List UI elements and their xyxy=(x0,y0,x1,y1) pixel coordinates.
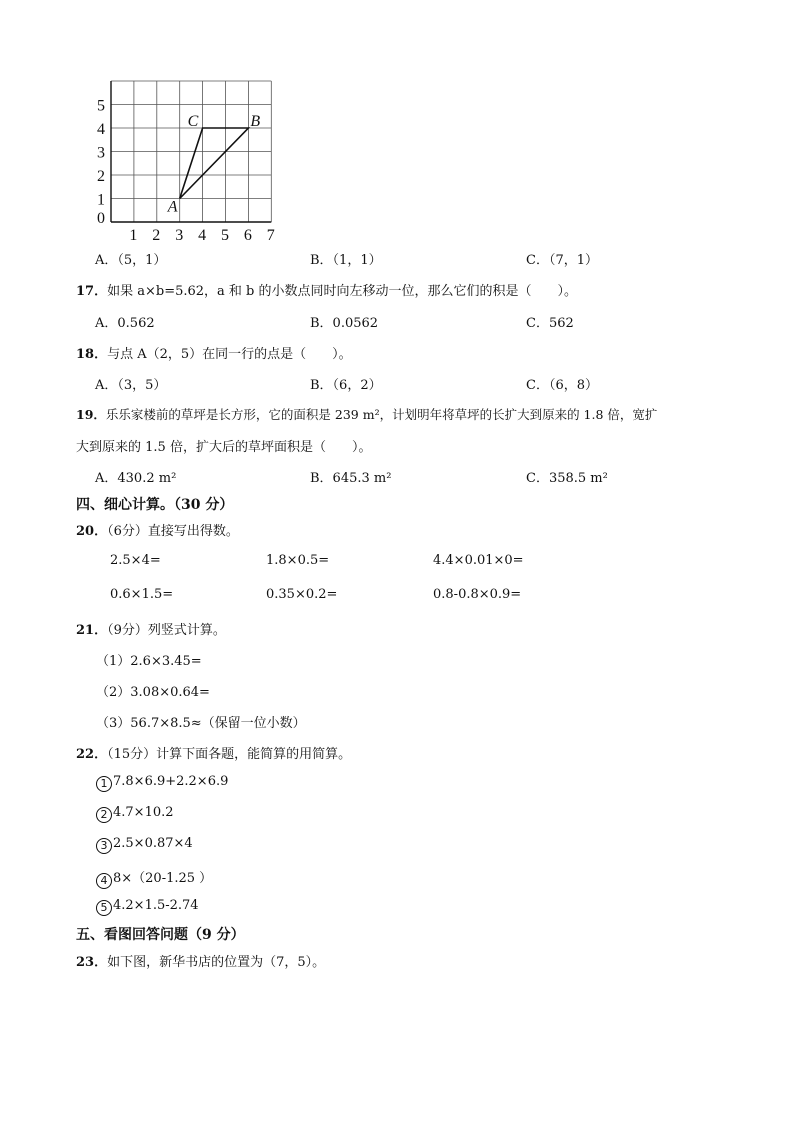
question-number: 19． xyxy=(76,407,106,422)
q22-item xyxy=(96,898,199,916)
q20-item: 4.4×0.01×0= xyxy=(433,553,524,568)
q22-expression: 2.5×0.87×4 xyxy=(113,836,193,851)
q16-option-b[interactable]: B．（1，1） xyxy=(310,253,382,268)
q21-text: （9分）列竖式计算。 xyxy=(107,623,226,638)
q18-stem xyxy=(76,343,352,362)
q22-item xyxy=(96,836,193,854)
q19-option-b[interactable]: B．645.3 m² xyxy=(310,471,392,486)
x-tick-label: 4 xyxy=(198,227,207,244)
q23-text: 如下图，新华书店的位置为（7，5）。 xyxy=(107,955,326,970)
q20-item: 0.35×0.2= xyxy=(266,587,338,602)
q19-stem-line1 xyxy=(76,405,657,423)
q22-stem xyxy=(76,743,351,762)
circled-number-marker: 3 xyxy=(96,838,112,854)
q20-item: 1.8×0.5= xyxy=(266,553,330,568)
q18-option-b[interactable]: B．（6，2） xyxy=(310,378,382,393)
q21-stem xyxy=(76,619,226,638)
y-tick-label: 0 xyxy=(97,210,105,227)
q21-item: （2）3.08×0.64= xyxy=(96,685,210,700)
question-number: 20． xyxy=(76,524,108,539)
q22-expression: 4.7×10.2 xyxy=(113,805,174,820)
q16-option-a[interactable]: A．（5，1） xyxy=(95,253,167,268)
coordinate-grid xyxy=(0,0,794,250)
triangle-abc xyxy=(180,128,249,199)
q22-expression: 8×（20-1.25 ） xyxy=(113,871,213,886)
x-tick-label: 2 xyxy=(152,227,161,244)
circled-number-marker: 2 xyxy=(96,807,112,823)
y-tick-label: 1 xyxy=(97,191,105,209)
q19-text-1: 乐乐家楼前的草坪是长方形，它的面积是 239 m²，计划明年将草坪的长扩大到原来的 1.8 倍，宽扩 xyxy=(105,407,658,422)
circled-number-marker: 1 xyxy=(96,776,112,792)
x-tick-label: 5 xyxy=(221,227,229,244)
point-label-c: C xyxy=(187,113,199,130)
q22-item xyxy=(96,774,228,792)
question-number: 17． xyxy=(76,284,108,299)
q22-expression: 4.2×1.5-2.74 xyxy=(113,898,199,913)
q17-option-a[interactable]: A．0.562 xyxy=(95,316,155,331)
y-tick-label: 4 xyxy=(97,121,105,138)
x-tick-label: 7 xyxy=(266,227,275,244)
q18-option-c[interactable]: C．（6，8） xyxy=(526,378,598,393)
question-number: 23． xyxy=(76,955,108,970)
q18-text: 与点 A（2，5）在同一行的点是（ ）。 xyxy=(107,347,352,362)
q17-option-b[interactable]: B．0.0562 xyxy=(310,316,379,331)
q20-text: （6分）直接写出得数。 xyxy=(107,524,239,539)
q17-stem xyxy=(76,280,577,299)
circled-number-marker: 5 xyxy=(96,900,112,916)
section-5-heading: 五、看图回答问题（9 分） xyxy=(76,927,245,943)
q21-item: （1）2.6×3.45= xyxy=(96,654,202,669)
point-label-b: B xyxy=(250,113,261,130)
point-label-a: A xyxy=(167,198,178,216)
q17-option-c[interactable]: C．562 xyxy=(526,316,574,331)
q20-item: 0.8-0.8×0.9= xyxy=(433,587,522,602)
q20-item: 2.5×4= xyxy=(110,553,161,568)
q19-stem-line2: 大到原来的 1.5 倍，扩大后的草坪面积是（ ）。 xyxy=(76,440,372,455)
y-tick-label: 3 xyxy=(97,144,105,162)
q17-text: 如果 a×b=5.62，a 和 b 的小数点同时向左移动一位，那么它们的积是（ ）。 xyxy=(107,284,577,299)
y-tick-label: 5 xyxy=(97,97,105,115)
section-4-heading: 四、细心计算。（30 分） xyxy=(76,497,234,513)
circled-number-marker: 4 xyxy=(96,873,112,889)
x-tick-label: 6 xyxy=(243,227,252,244)
q22-expression: 7.8×6.9+2.2×6.9 xyxy=(113,774,229,789)
x-tick-label: 3 xyxy=(175,227,184,244)
q20-item: 0.6×1.5= xyxy=(110,587,174,602)
q19-option-a[interactable]: A．430.2 m² xyxy=(95,471,177,486)
q16-option-c[interactable]: C．（7，1） xyxy=(526,253,598,268)
q21-item: （3）56.7×8.5≈（保留一位小数） xyxy=(96,716,306,731)
question-number: 18． xyxy=(76,347,108,362)
q22-item xyxy=(96,867,212,889)
q22-text: （15分）计算下面各题，能简算的用简算。 xyxy=(107,747,352,762)
q23-stem xyxy=(76,951,325,970)
question-number: 21． xyxy=(76,623,108,638)
y-tick-label: 2 xyxy=(97,168,105,185)
q22-item xyxy=(96,805,174,823)
q18-option-a[interactable]: A．（3，5） xyxy=(95,378,167,393)
x-tick-label: 1 xyxy=(129,227,138,244)
q20-stem xyxy=(76,520,239,539)
question-number: 22． xyxy=(76,747,108,762)
q19-option-c[interactable]: C．358.5 m² xyxy=(526,471,608,486)
